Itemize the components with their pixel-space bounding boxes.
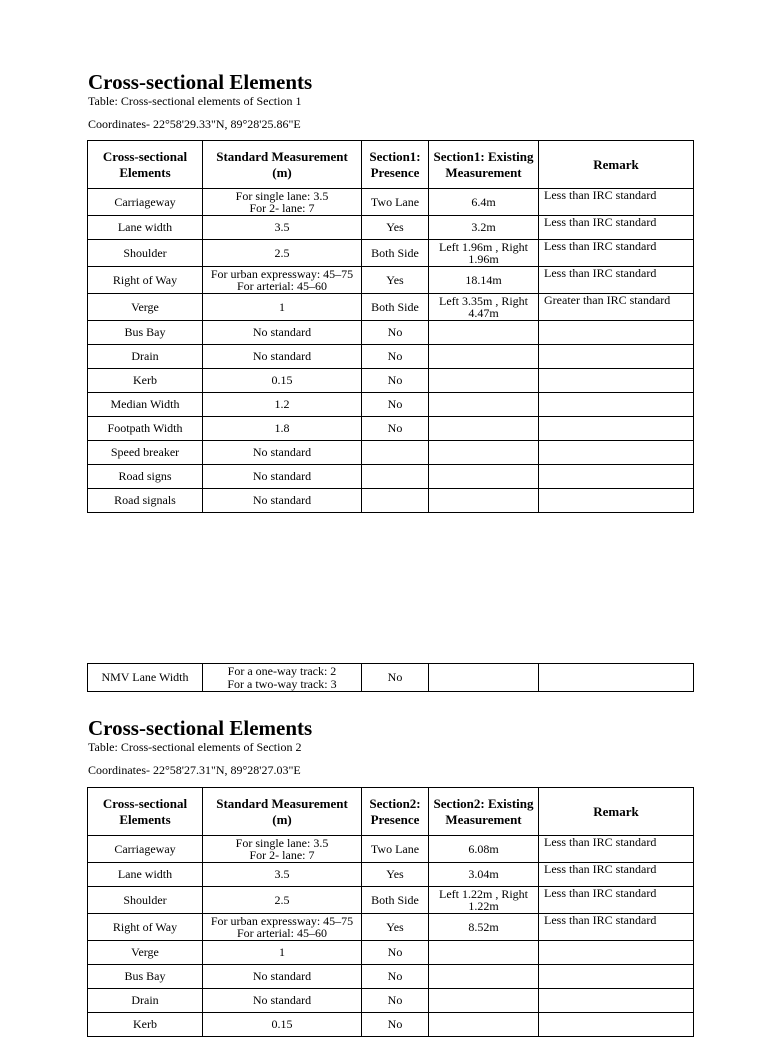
- cell-presence: No: [362, 1013, 429, 1037]
- table-row: [88, 887, 694, 914]
- standard-line: For single lane: 3.5: [235, 188, 329, 203]
- table-row: [88, 189, 694, 216]
- measurement-line: 18.14m: [465, 272, 502, 287]
- standard-line: For a two-way track: 3: [227, 676, 337, 691]
- standard-line: For single lane: 3.5: [235, 835, 329, 850]
- standard-line: For arterial: 45–60: [237, 279, 327, 293]
- standard-line: 1.8: [274, 421, 290, 436]
- standard-line: 0.15: [271, 373, 293, 388]
- cell-measurement: [429, 369, 539, 393]
- standard-line: 3.5: [274, 867, 290, 882]
- cell-remark: [539, 441, 694, 465]
- cell-remark: [539, 417, 694, 441]
- standard-line: No standard: [252, 969, 312, 984]
- cell-presence: [362, 489, 429, 513]
- cell-measurement: [429, 914, 539, 941]
- cell-measurement: [429, 664, 539, 692]
- cell-standard: [203, 914, 362, 941]
- cell-remark: Less than IRC standard: [539, 267, 694, 294]
- cell-presence: No: [362, 417, 429, 441]
- cell-element: Carriageway: [88, 189, 203, 216]
- measurement-line: 6.4m: [471, 194, 496, 209]
- cell-standard: [203, 369, 362, 393]
- cell-standard: [203, 489, 362, 513]
- cell-element: Carriageway: [88, 836, 203, 863]
- section1-heading: Cross-sectional Elements: [88, 70, 313, 94]
- table-row: [88, 836, 694, 863]
- cell-standard: [203, 664, 362, 692]
- measurement-line: 4.47m: [468, 306, 499, 320]
- cell-element: Median Width: [88, 393, 203, 417]
- cell-standard: [203, 294, 362, 321]
- cell-presence: Both Side: [362, 887, 429, 914]
- cell-remark: [539, 393, 694, 417]
- standard-line: 2.5: [274, 245, 290, 260]
- table-row: [88, 914, 694, 941]
- section2-table: [87, 787, 694, 1037]
- cell-measurement: [429, 887, 539, 914]
- standard-line: For a one-way track: 2: [227, 664, 337, 678]
- cell-measurement: [429, 417, 539, 441]
- cell-measurement: [429, 836, 539, 863]
- cell-measurement: [429, 465, 539, 489]
- cell-measurement: [429, 267, 539, 294]
- cell-measurement: [429, 941, 539, 965]
- table-row: [88, 393, 694, 417]
- table-row: [88, 216, 694, 240]
- cell-element: Lane width: [88, 216, 203, 240]
- cell-remark: Less than IRC standard: [539, 863, 694, 887]
- cell-element: Bus Bay: [88, 965, 203, 989]
- measurement-line: 6.08m: [468, 841, 499, 856]
- cell-element: Drain: [88, 345, 203, 369]
- cell-standard: [203, 863, 362, 887]
- table-row: [88, 294, 694, 321]
- cell-measurement: [429, 965, 539, 989]
- cell-standard: [203, 1013, 362, 1037]
- section2-heading: Cross-sectional Elements: [88, 716, 313, 740]
- cell-remark: [539, 369, 694, 393]
- standard-line: 1: [279, 945, 285, 960]
- standard-line: No standard: [252, 445, 312, 460]
- cell-element: Shoulder: [88, 240, 203, 267]
- table-row: [88, 489, 694, 513]
- cell-presence: [362, 465, 429, 489]
- cell-element: Footpath Width: [88, 417, 203, 441]
- cell-presence: No: [362, 965, 429, 989]
- cell-presence: No: [362, 664, 429, 692]
- cell-presence: No: [362, 393, 429, 417]
- header-element: Cross-sectional Elements: [88, 141, 203, 189]
- measurement-line: Left 1.22m , Right: [439, 886, 528, 901]
- cell-remark: Less than IRC standard: [539, 836, 694, 863]
- cell-element: Right of Way: [88, 267, 203, 294]
- cell-measurement: [429, 989, 539, 1013]
- header-remark: Remark: [539, 788, 694, 836]
- section1-coordinates: Coordinates- 22°58'29.33"N, 89°28'25.86"E: [88, 117, 301, 131]
- cell-element: Kerb: [88, 369, 203, 393]
- cell-presence: Yes: [362, 914, 429, 941]
- cell-measurement: [429, 863, 539, 887]
- cell-measurement: [429, 1013, 539, 1037]
- cell-standard: [203, 941, 362, 965]
- cell-element: Shoulder: [88, 887, 203, 914]
- cell-standard: [203, 267, 362, 294]
- cell-remark: [539, 1013, 694, 1037]
- cell-presence: No: [362, 989, 429, 1013]
- header-standard: Standard Measurement (m): [203, 141, 362, 189]
- cell-element: Speed breaker: [88, 441, 203, 465]
- cell-presence: [362, 441, 429, 465]
- table-row: [88, 863, 694, 887]
- table-row: [88, 965, 694, 989]
- section1-table-continued: [87, 663, 694, 692]
- cell-standard: [203, 321, 362, 345]
- section2-caption: Table: Cross-sectional elements of Section 2: [88, 740, 302, 754]
- cell-element: Kerb: [88, 1013, 203, 1037]
- standard-line: No standard: [252, 493, 312, 508]
- cell-standard: [203, 887, 362, 914]
- cell-presence: Both Side: [362, 240, 429, 267]
- cell-standard: [203, 441, 362, 465]
- cell-remark: [539, 989, 694, 1013]
- standard-line: 1: [279, 299, 285, 314]
- cell-standard: [203, 965, 362, 989]
- table-row: [88, 1013, 694, 1037]
- cell-element: Road signs: [88, 465, 203, 489]
- cell-measurement: [429, 489, 539, 513]
- table-row: [88, 417, 694, 441]
- cell-standard: [203, 417, 362, 441]
- cell-remark: Less than IRC standard: [539, 189, 694, 216]
- cell-element: Road signals: [88, 489, 203, 513]
- cell-measurement: [429, 393, 539, 417]
- measurement-line: 3.04m: [468, 867, 499, 882]
- cell-presence: No: [362, 321, 429, 345]
- standard-line: For urban expressway: 45–75: [210, 266, 354, 281]
- table-row: [88, 941, 694, 965]
- section1-table: [87, 140, 694, 513]
- header-standard: Standard Measurement (m): [203, 788, 362, 836]
- standard-line: For urban expressway: 45–75: [210, 913, 354, 928]
- cell-element: Lane width: [88, 863, 203, 887]
- cell-presence: Yes: [362, 267, 429, 294]
- cell-measurement: [429, 321, 539, 345]
- cell-measurement: [429, 345, 539, 369]
- table-row: [88, 345, 694, 369]
- cell-presence: No: [362, 345, 429, 369]
- cell-remark: [539, 941, 694, 965]
- cell-remark: Greater than IRC standard: [539, 294, 694, 321]
- cell-element: Verge: [88, 941, 203, 965]
- standard-line: No standard: [252, 993, 312, 1008]
- cell-measurement: [429, 441, 539, 465]
- standard-line: No standard: [252, 325, 312, 340]
- cell-remark: Less than IRC standard: [539, 914, 694, 941]
- standard-line: 3.5: [274, 220, 290, 235]
- cell-presence: Both Side: [362, 294, 429, 321]
- section2-coordinates: Coordinates- 22°58'27.31"N, 89°28'27.03"E: [88, 763, 301, 777]
- table-row: [88, 465, 694, 489]
- measurement-line: 3.2m: [471, 220, 496, 235]
- cell-standard: [203, 240, 362, 267]
- standard-line: For 2- lane: 7: [249, 848, 315, 862]
- cell-measurement: [429, 240, 539, 267]
- cell-remark: [539, 664, 694, 692]
- measurement-line: 1.22m: [468, 899, 499, 913]
- cell-element: NMV Lane Width: [88, 664, 203, 692]
- header-presence: Section1: Presence: [362, 141, 429, 189]
- cell-standard: [203, 189, 362, 216]
- cell-remark: Less than IRC standard: [539, 240, 694, 267]
- cell-standard: [203, 989, 362, 1013]
- header-element: Cross-sectional Elements: [88, 788, 203, 836]
- cell-remark: Less than IRC standard: [539, 216, 694, 240]
- cell-standard: [203, 345, 362, 369]
- measurement-line: 8.52m: [468, 919, 499, 934]
- standard-line: For arterial: 45–60: [237, 926, 327, 940]
- table-row: [88, 369, 694, 393]
- table-row: [88, 240, 694, 267]
- header-measurement: Section2: Existing Measurement: [429, 788, 539, 836]
- table-row: [88, 267, 694, 294]
- measurement-line: Left 1.96m , Right: [439, 239, 528, 254]
- measurement-line: Left 3.35m , Right: [439, 293, 528, 308]
- cell-element: Verge: [88, 294, 203, 321]
- cell-measurement: [429, 216, 539, 240]
- cell-presence: Two Lane: [362, 836, 429, 863]
- standard-line: For 2- lane: 7: [249, 201, 315, 215]
- cell-element: Right of Way: [88, 914, 203, 941]
- cell-remark: [539, 345, 694, 369]
- table-row: [88, 989, 694, 1013]
- header-measurement: Section1: Existing Measurement: [429, 141, 539, 189]
- table-row: [88, 321, 694, 345]
- cell-remark: [539, 465, 694, 489]
- standard-line: 2.5: [274, 892, 290, 907]
- header-remark: Remark: [539, 141, 694, 189]
- table-row: [88, 664, 694, 692]
- cell-standard: [203, 465, 362, 489]
- cell-standard: [203, 393, 362, 417]
- standard-line: No standard: [252, 349, 312, 364]
- header-presence: Section2: Presence: [362, 788, 429, 836]
- cell-standard: [203, 836, 362, 863]
- cell-standard: [203, 216, 362, 240]
- cell-measurement: [429, 294, 539, 321]
- cell-presence: No: [362, 941, 429, 965]
- cell-remark: [539, 321, 694, 345]
- standard-line: 1.2: [274, 397, 290, 412]
- standard-line: 0.15: [271, 1017, 293, 1032]
- cell-element: Bus Bay: [88, 321, 203, 345]
- cell-presence: No: [362, 369, 429, 393]
- cell-presence: Two Lane: [362, 189, 429, 216]
- cell-remark: [539, 965, 694, 989]
- section1-caption: Table: Cross-sectional elements of Section 1: [88, 94, 302, 108]
- standard-line: No standard: [252, 469, 312, 484]
- cell-presence: Yes: [362, 216, 429, 240]
- cell-element: Drain: [88, 989, 203, 1013]
- cell-remark: Less than IRC standard: [539, 887, 694, 914]
- table-header-row: [88, 141, 694, 189]
- cell-remark: [539, 489, 694, 513]
- cell-measurement: [429, 189, 539, 216]
- table-row: [88, 441, 694, 465]
- table-header-row: [88, 788, 694, 836]
- measurement-line: 1.96m: [468, 252, 499, 266]
- cell-presence: Yes: [362, 863, 429, 887]
